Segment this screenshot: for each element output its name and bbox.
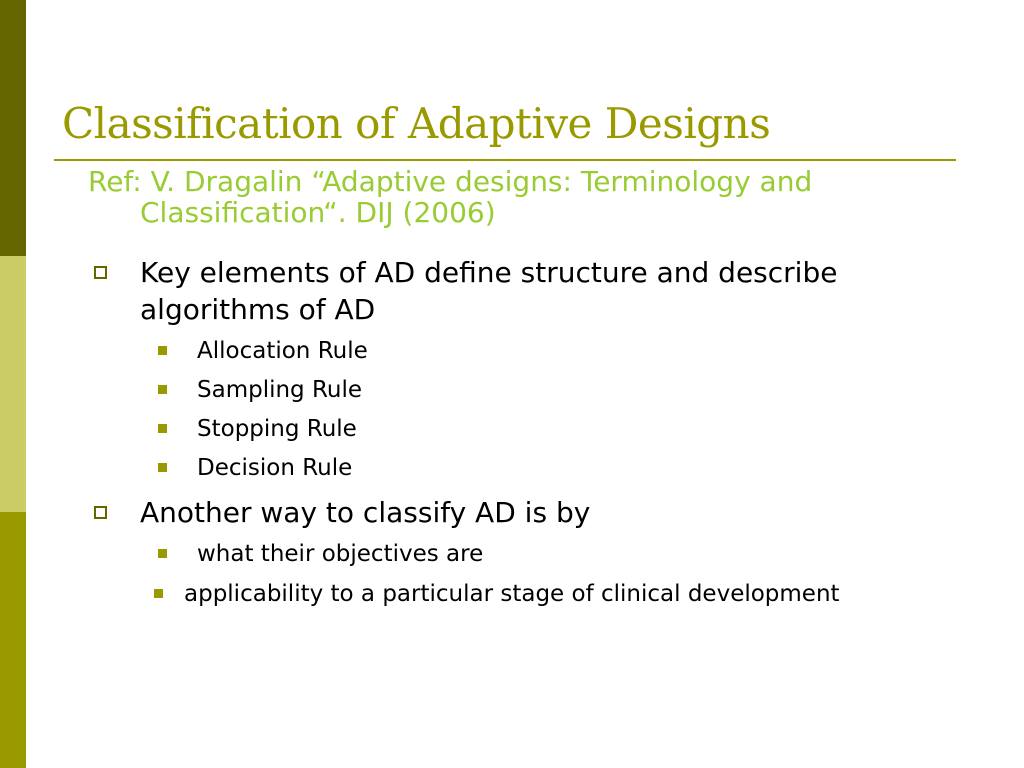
side-bar-middle: [0, 256, 26, 512]
filled-square-bullet-icon: [158, 463, 167, 472]
filled-square-bullet-icon: [158, 346, 167, 355]
sub-bullet-text: Allocation Rule: [197, 338, 368, 364]
slide-title: Classification of Adaptive Designs: [62, 99, 771, 148]
title-underline: [54, 159, 956, 161]
sub-bullet-text: Stopping Rule: [197, 416, 357, 442]
filled-square-bullet-icon: [158, 385, 167, 394]
sub-bullet-text: Sampling Rule: [197, 377, 363, 403]
sub-bullet-item: [197, 453, 352, 483]
bullet-item-another-way: [90, 494, 900, 531]
bullet-text: Key elements of AD define structure and describe algorithms of AD: [140, 256, 838, 326]
bullet-item-key-elements: [90, 254, 900, 328]
hollow-square-bullet-icon: [94, 266, 107, 279]
sub-bullet-item: [197, 375, 362, 405]
filled-square-bullet-icon: [154, 589, 163, 598]
hollow-square-bullet-icon: [94, 506, 107, 519]
bullet-text: Another way to classify AD is by: [140, 496, 591, 529]
side-bar-top: [0, 0, 26, 256]
sub-bullet-item: [197, 539, 483, 569]
sub-bullet-item: [197, 336, 368, 366]
sub-bullet-item: [154, 579, 874, 609]
sub-bullet-text: applicability to a particular stage of clinical development: [184, 581, 840, 607]
filled-square-bullet-icon: [158, 549, 167, 558]
sub-bullet-item: [197, 414, 357, 444]
sub-bullet-text: Decision Rule: [197, 455, 353, 481]
filled-square-bullet-icon: [158, 424, 167, 433]
reference-citation: Ref: V. Dragalin “Adaptive designs: Terminology and Classification“. DIJ (2006): [88, 165, 813, 229]
side-bar-bottom: [0, 512, 26, 768]
sub-bullet-text: what their objectives are: [197, 541, 484, 567]
